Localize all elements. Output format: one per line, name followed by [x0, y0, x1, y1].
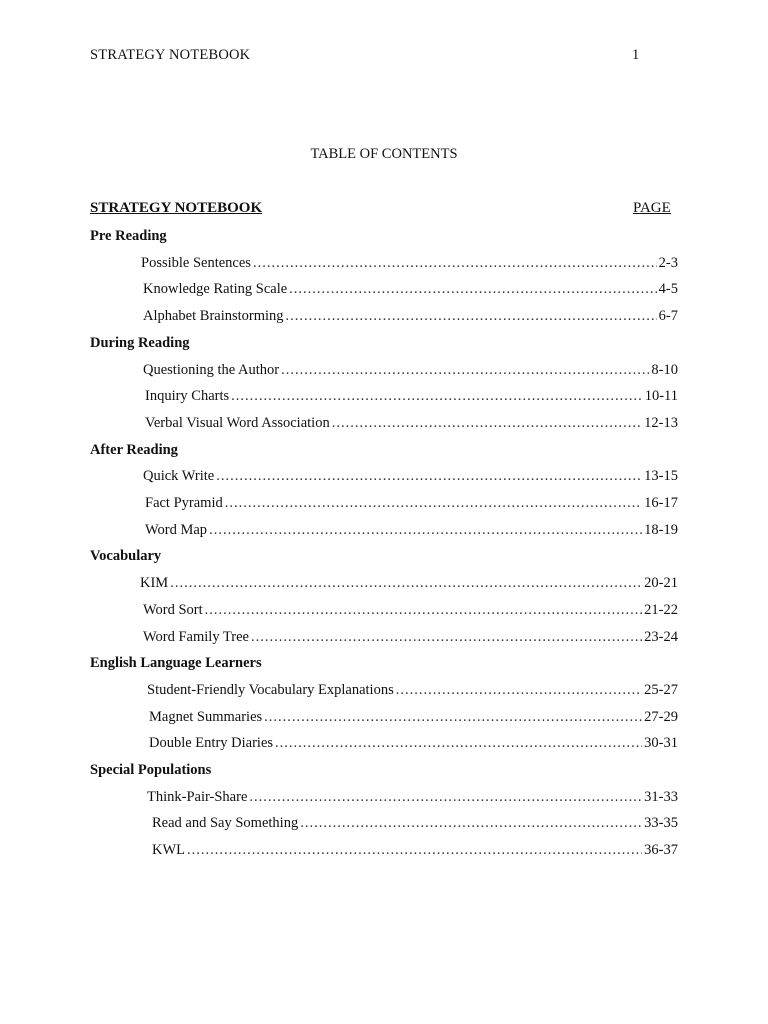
toc-entry — [152, 842, 678, 859]
toc-entry — [141, 255, 678, 272]
entry-page-range: 8-10 — [651, 361, 678, 378]
toc-entry — [149, 709, 678, 726]
toc-entry — [145, 415, 678, 432]
section-title: Vocabulary — [90, 548, 162, 565]
entry-page-range: 33-35 — [644, 815, 678, 832]
entry-label: Inquiry Charts — [145, 388, 230, 405]
entry-label: Word Map — [145, 521, 208, 538]
entry-page-range: 4-5 — [658, 281, 678, 298]
dot-leader — [396, 682, 642, 699]
entry-label: Possible Sentences — [141, 254, 251, 271]
entry-page-range: 23-24 — [644, 628, 678, 645]
dot-leader — [209, 522, 642, 539]
entry-page-range: 31-33 — [644, 788, 678, 805]
section-title: English Language Learners — [90, 655, 262, 672]
section-title: During Reading — [90, 334, 190, 351]
dot-leader — [264, 709, 642, 726]
running-title: STRATEGY NOTEBOOK — [90, 47, 251, 63]
toc-entry — [147, 682, 678, 699]
dot-leader — [225, 495, 642, 512]
entry-label: KWL — [152, 842, 186, 859]
entry-page-range: 2-3 — [658, 254, 678, 271]
entry-label: Alphabet Brainstorming — [143, 308, 284, 325]
dot-leader — [251, 629, 642, 646]
dot-leader — [275, 735, 642, 752]
column-heading-page: PAGE — [633, 200, 671, 216]
section-title: After Reading — [90, 441, 178, 458]
entry-label: Think-Pair-Share — [147, 788, 248, 805]
entry-page-range: 27-29 — [644, 708, 678, 725]
dot-leader — [253, 255, 657, 272]
dot-leader — [205, 602, 643, 619]
dot-leader — [231, 388, 643, 405]
toc-entry — [143, 281, 678, 298]
entry-page-range: 36-37 — [644, 842, 678, 859]
entry-page-range: 21-22 — [644, 601, 678, 618]
toc-entry — [143, 629, 678, 646]
page-number: 1 — [632, 47, 640, 63]
entry-label: Magnet Summaries — [149, 708, 263, 725]
toc-entry — [145, 495, 678, 512]
dot-leader — [286, 308, 657, 325]
toc-entry — [152, 815, 678, 832]
dot-leader — [332, 415, 642, 432]
entry-page-range: 12-13 — [644, 414, 678, 431]
entry-label: Knowledge Rating Scale — [143, 281, 288, 298]
dot-leader — [187, 842, 642, 859]
entry-label: Fact Pyramid — [145, 495, 223, 511]
dot-leader — [216, 468, 642, 485]
dot-leader — [289, 281, 656, 298]
entry-page-range: 10-11 — [644, 388, 678, 405]
dot-leader — [249, 789, 642, 806]
entry-label: Word Family Tree — [143, 628, 249, 645]
entry-page-range: 6-7 — [658, 308, 678, 325]
entry-page-range: 16-17 — [644, 495, 678, 511]
toc-entry — [145, 522, 678, 539]
entry-label: KIM — [140, 575, 169, 592]
toc-entry — [143, 468, 678, 485]
entry-label: Read and Say Something — [152, 815, 299, 832]
entry-page-range: 13-15 — [644, 468, 678, 485]
dot-leader — [300, 815, 642, 832]
entry-page-range: 18-19 — [644, 521, 678, 538]
entry-label: Quick Write — [143, 468, 215, 485]
toc-entry — [143, 308, 678, 325]
dot-leader — [281, 362, 649, 379]
entry-page-range: 25-27 — [644, 681, 678, 698]
toc-entry — [149, 735, 678, 752]
section-title: Special Populations — [90, 762, 212, 778]
entry-label: Word Sort — [143, 601, 203, 618]
entry-page-range: 20-21 — [644, 575, 678, 592]
entry-page-range: 30-31 — [644, 735, 678, 752]
toc-entry — [143, 602, 678, 619]
toc-entry — [140, 575, 678, 592]
toc-entry — [143, 362, 678, 379]
entry-label: Double Entry Diaries — [149, 735, 274, 752]
section-title: Pre Reading — [90, 228, 167, 244]
toc-entry — [147, 789, 678, 806]
entry-label: Questioning the Author — [143, 361, 280, 378]
column-heading-notebook: STRATEGY NOTEBOOK — [90, 200, 263, 216]
toc-entry — [145, 388, 678, 405]
dot-leader — [170, 575, 642, 592]
entry-label: Verbal Visual Word Association — [145, 414, 330, 431]
entry-label: Student-Friendly Vocabulary Explanations — [147, 681, 394, 698]
document-title: TABLE OF CONTENTS — [310, 146, 458, 162]
